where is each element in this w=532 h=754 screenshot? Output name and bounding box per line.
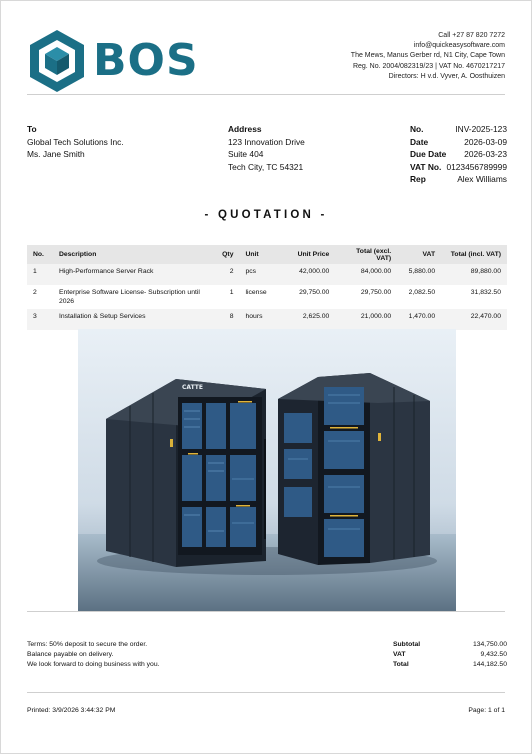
col-qty: Qty [216,245,239,264]
cube-logo-icon [27,28,87,94]
col-total-incl: Total (incl. VAT) [441,245,507,264]
svg-text:CATTE: CATTE [182,384,204,391]
line-items-table [27,245,507,330]
meta-number: No. INV-2025-123 [410,124,507,134]
address-line-3: Tech City, TC 54321 [228,161,304,172]
document-title: - QUOTATION - [204,209,328,221]
total-row: Total 144,182.50 [393,661,507,669]
to-label: To [27,124,37,134]
address-line-2: Suite 404 [228,149,264,160]
to-company: Global Tech Solutions Inc. [27,136,124,147]
col-no: No. [27,245,53,264]
meta-due-date: Due Date 2026-03-23 [410,149,507,160]
company-email[interactable]: info@quickeasysoftware.com [413,42,505,50]
table-row: 3 Installation & Setup Services 8 hours 2,625.00 21,000.00 1,470.00 22,470.00 [27,309,507,330]
table-header-row [27,245,507,264]
address-label: Address [228,124,262,134]
server-rack-illustration [78,329,456,611]
col-unit-price: Unit Price [279,245,335,264]
server-rack-photo [78,329,456,611]
terms-line-3: We look forward to doing business with you. [27,661,160,669]
address-line-1: 123 Innovation Drive [228,136,305,147]
page-number: Page: 1 of 1 [468,707,505,714]
to-block [27,123,124,161]
company-reg: Reg. No. 2004/082319/23 | VAT No. 4670217217 [352,62,505,70]
header-divider [27,94,505,95]
terms-line-2: Balance payable on delivery. [27,651,114,659]
company-address: The Mews, Manus Gerber rd, N1 City, Cape Town [350,52,505,60]
terms-block [27,640,159,671]
company-phone: Call +27 87 820 7272 [438,32,505,39]
vat-row: VAT 9,432.50 [393,651,507,659]
terms-line-1: Terms: 50% deposit to secure the order. [27,641,148,648]
col-vat: VAT [397,245,441,264]
quotation-meta [410,123,507,186]
company-details [351,31,505,82]
meta-rep: Rep Alex Williams [410,174,507,185]
logo-wordmark: BOS [93,35,199,86]
printed-timestamp: Printed: 3/9/2026 3:44:32 PM [27,707,116,714]
totals-block [393,640,507,671]
table-row: 1 High-Performance Server Rack 2 pcs 42,000.00 84,000.00 5,880.00 89,880.00 [27,264,507,285]
col-total-excl: Total (excl. VAT) [335,245,397,264]
table-row: 2 Enterprise Software License- Subscription until 2026 1 license 29,750.00 29,750.00 2,082.50 31,832.50 [33,289,501,305]
company-directors: Directors: H v.d. Vyver, A. Oosthuizen [388,72,505,80]
meta-vat-no: VAT No. 0123456789999 [410,161,507,172]
to-contact: Ms. Jane Smith [27,149,85,160]
col-unit: Unit [239,245,279,264]
company-logo [27,27,199,95]
address-block [228,123,305,173]
footer-divider-top [27,611,505,612]
subtotal-row: Subtotal 134,750.00 [393,641,507,648]
meta-date: Date 2026-03-09 [410,136,507,147]
col-description: Description [53,245,216,264]
footer-divider-bottom [27,692,505,693]
